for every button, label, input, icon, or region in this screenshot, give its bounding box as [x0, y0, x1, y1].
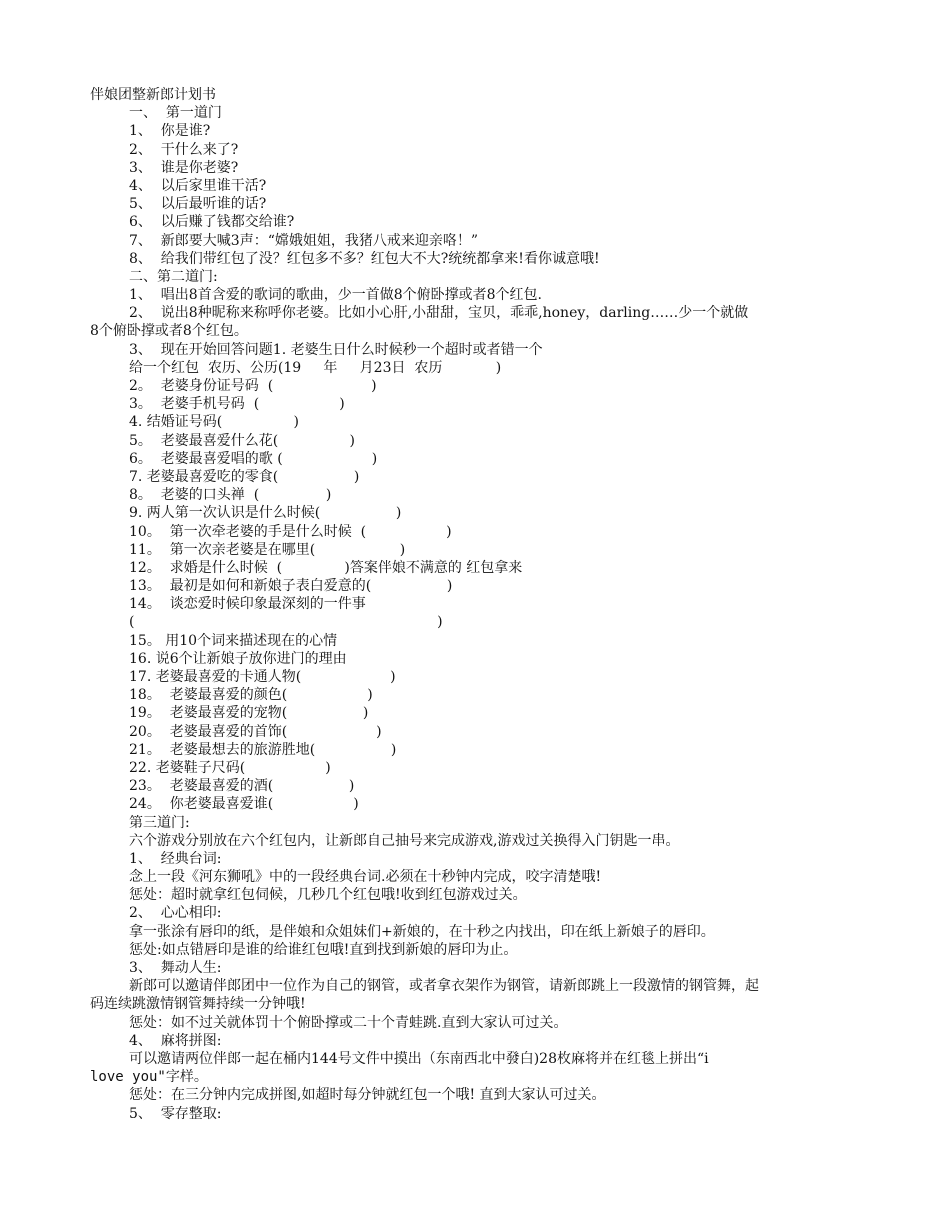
- question-item: 17. 老婆最喜爱的卡通人物( ): [129, 669, 396, 685]
- document-title: 伴娘团整新郎计划书: [90, 87, 216, 103]
- question-item: 2。 老婆身份证号码 ( ): [129, 378, 377, 394]
- game-text: 拿一张涂有唇印的纸，是伴娘和众姐妹们+新娘的，在十秒之内找出，印在纸上新娘子的唇印。: [129, 923, 715, 940]
- question-item: 13。 最初是如何和新娘子表白爱意的( ): [129, 578, 453, 595]
- question-item: 3。 老婆手机号码 ( ): [129, 396, 345, 413]
- question-item: 9. 两人第一次认识是什么时候( ): [129, 505, 402, 522]
- answer-blank: ( ): [129, 614, 443, 631]
- question-item: 21。 老婆最想去的旅游胜地( ): [129, 741, 397, 758]
- list-item-continuation: 给一个红包 农历、公历(19 年 月23日 农历 ): [129, 359, 502, 376]
- game-text: 新郎可以邀请伴郎团中一位作为自己的钢管，或者拿衣架作为钢管，请新郎跳上一段激情的钢管舞，起: [129, 978, 759, 995]
- list-item: 8、 给我们带红包了没？红包多不多？红包大不大?统统都拿来!看你诚意哦!: [129, 250, 600, 267]
- game-penalty: 惩处：在三分钟内完成拼图,如超时每分钟就红包一个哦! 直到大家认可过关。: [129, 1087, 606, 1104]
- section-3-heading: 第三道门:: [129, 814, 190, 831]
- list-item: 1、 你是谁?: [129, 123, 211, 140]
- game-penalty: 惩处：超时就拿红包伺候，几秒几个红包哦!收到红包游戏过关。: [129, 887, 527, 904]
- question-item: 23。 老婆最喜爱的酒( ): [129, 778, 355, 795]
- list-item: 7、 新郎要大喊3声：“嫦娥姐姐，我猪八戒来迎亲咯！”: [129, 232, 479, 249]
- game-penalty: 惩处:如点错唇印是谁的给谁红包哦!直到找到新娘的唇印为止。: [129, 941, 518, 958]
- list-item: 6、 以后赚了钱都交给谁?: [129, 214, 295, 231]
- section-3-intro: 六个游戏分别放在六个红包内，让新郎自己抽号来完成游戏,游戏过关换得入门钥匙一串。: [129, 832, 680, 849]
- question-item: 11。 第一次亲老婆是在哪里( ): [129, 541, 406, 558]
- game-text: 可以邀请两位伴郎一起在桶内144号文件中摸出（东南西北中發白)28枚麻将并在红毯上拼出“i: [129, 1050, 709, 1067]
- question-item: 16. 说6个让新娘子放你进门的理由: [129, 650, 347, 667]
- list-item: 1、 唱出8首含爱的歌词的歌曲，少一首做8个俯卧撑或者8个红包.: [129, 287, 542, 304]
- game-text-continuation: 码连续跳激情钢管舞持续一分钟哦!: [90, 996, 306, 1013]
- game-text-continuation: love you"字样。: [90, 1069, 208, 1086]
- question-item: 4. 结婚证号码( ): [129, 414, 299, 431]
- question-item: 10。 第一次牵老婆的手是什么时候 ( ): [129, 523, 452, 540]
- question-item: 18。 老婆最喜爱的颜色( ): [129, 687, 373, 704]
- game-title: 1、 经典台词:: [129, 850, 222, 867]
- game-title: 5、 零存整取:: [129, 1105, 222, 1122]
- question-item: 6。 老婆最喜爱唱的歌 ( ): [129, 450, 378, 467]
- question-item: 7. 老婆最喜爱吃的零食( ): [129, 468, 360, 485]
- list-item: 2、 说出8种昵称来称呼你老婆。比如小心肝,小甜甜，宝贝，乖乖,honey，darling……少一个就做: [129, 305, 749, 322]
- section-1-heading: 一、 第一道门: [129, 105, 222, 122]
- question-item: 12。 求婚是什么时候 ( )答案伴娘不满意的 红包拿来: [129, 559, 523, 576]
- question-item: 22. 老婆鞋子尺码( ): [129, 759, 331, 776]
- game-title: 4、 麻将拼图:: [129, 1032, 222, 1049]
- list-item: 4、 以后家里谁干活?: [129, 177, 267, 194]
- list-item: 2、 干什么来了?: [129, 141, 239, 158]
- game-title: 3、 舞动人生:: [129, 960, 222, 976]
- question-item: 8。 老婆的口头禅 ( ): [129, 487, 332, 504]
- list-item-continuation: 8个俯卧撑或者8个红包。: [90, 323, 248, 340]
- question-item: 20。 老婆最喜爱的首饰( ): [129, 723, 382, 740]
- game-title: 2、 心心相印:: [129, 905, 222, 922]
- list-item: 3、 现在开始回答问题1. 老婆生日什么时候秒一个超时或者错一个: [129, 341, 543, 358]
- question-item: 14。 谈恋爱时候印象最深刻的一件事: [129, 596, 366, 613]
- question-item: 19。 老婆最喜爱的宠物( ): [129, 705, 369, 722]
- section-2-heading: 二、第二道门:: [129, 268, 218, 285]
- question-item: 15。 用10个词来描述现在的心情: [129, 632, 338, 649]
- game-penalty: 惩处：如不过关就体罚十个俯卧撑或二十个青蛙跳.直到大家认可过关。: [129, 1014, 568, 1031]
- game-text: 念上一段《河东狮吼》中的一段经典台词.必须在十秒钟内完成，咬字清楚哦!: [129, 869, 602, 886]
- question-item: 5。 老婆最喜爱什么花( ): [129, 432, 355, 449]
- list-item: 5、 以后最听谁的话?: [129, 196, 267, 213]
- list-item: 3、 谁是你老婆?: [129, 159, 239, 176]
- question-item: 24。 你老婆最喜爱谁( ): [129, 796, 359, 813]
- document-page: [90, 86, 870, 1123]
